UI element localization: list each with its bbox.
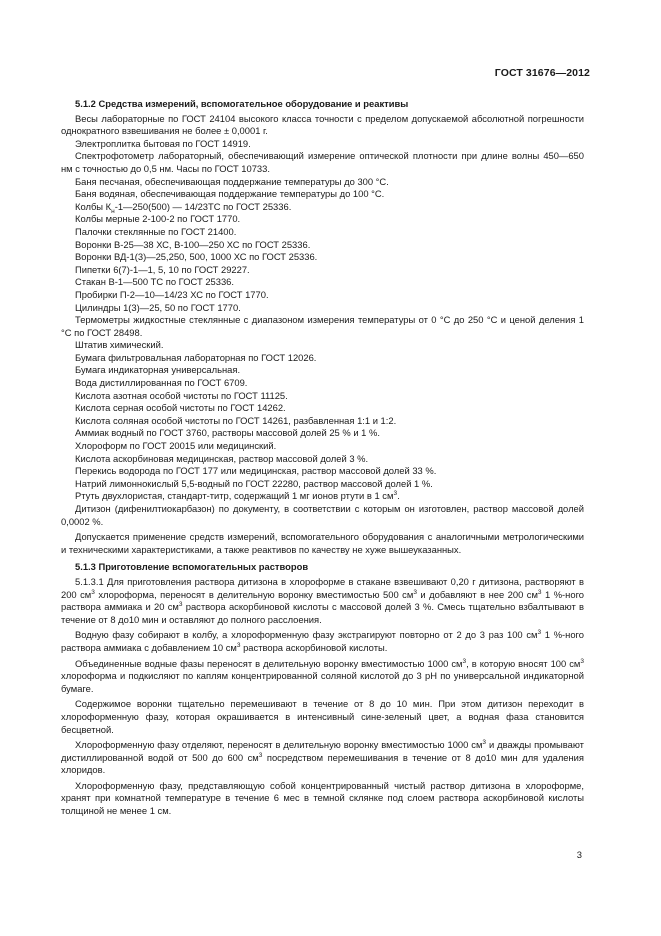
- p1-part-a: 5.1.3.1 Для приготовления раствора дитизона в хлороформе в стакане взвешивают 0,20 г дитизона, растворяют в 200 см: [61, 575, 584, 600]
- cm3-superscript: 3: [236, 641, 241, 649]
- page-content: [61, 98, 584, 818]
- mercury-superscript: 3: [393, 490, 398, 498]
- p1-part-b: хлороформа, переносят в делительную воронку вместимостью 500 см: [94, 588, 414, 600]
- cm3-superscript: 3: [258, 751, 263, 759]
- item-hotplate: Электроплитка бытовая по ГОСТ 14919.: [75, 137, 251, 149]
- item-test-tubes: Пробирки П-2—10—14/23 ХС по ГОСТ 1770.: [75, 288, 269, 300]
- item-dithizone: Дитизон (дифенилтиокарбазон) по документу, в соответствии с которым он изготовлен, раствор массовой долей 0,0002 %.: [61, 503, 584, 527]
- flasks-text: Колбы К: [75, 200, 112, 212]
- cm3-superscript: 3: [537, 629, 542, 637]
- p1-part-c: и добавляют в нее 200 см: [416, 588, 538, 600]
- p3-part-c: хлороформа и подкисляют по каплям концентрированной соляной кислотой до 3 рН по универсальной индикаторной бумаге.: [61, 670, 584, 694]
- mercury-end: .: [397, 490, 400, 502]
- item-ammonia: Аммиак водный по ГОСТ 3760, растворы массовой долей 25 % и 1 %.: [75, 427, 380, 439]
- item-distilled-water: Вода дистиллированная по ГОСТ 6709.: [75, 377, 248, 389]
- cm3-superscript: 3: [462, 657, 467, 665]
- mercury-text: Ртуть двухлористая, стандарт-титр, содержащий 1 мг ионов ртути в 1 см: [75, 490, 394, 502]
- cm3-superscript: 3: [580, 657, 584, 665]
- item-mercury-chloride: [61, 490, 584, 503]
- flasks-rest: -1—250(500) — 14/23ТС по ГОСТ 25336.: [114, 200, 292, 212]
- cm3-superscript: 3: [91, 588, 95, 596]
- paragraph-mixing: Содержимое воронки тщательно перемешивают в течение от 8 до 10 мин. При этом дитизон переходит в хлороформенную фазу, которая окрашивается в интенсивный сине-зеленый цвет, а водная фаза становится бесцветной.: [61, 698, 584, 735]
- item-beaker: Стакан В-1—500 ТС по ГОСТ 25336.: [75, 276, 234, 288]
- item-thermometers: Термометры жидкостные стеклянные с диапазоном измерения температуры от 0 °С до 250 °С и ценой деления 1 °С по ГОСТ 28498.: [61, 314, 584, 338]
- item-ascorbic-acid: Кислота аскорбиновая медицинская, раствор массовой долей 3 %.: [75, 452, 369, 464]
- item-stand: Штатив химический.: [75, 339, 164, 351]
- cm3-superscript: 3: [482, 738, 487, 746]
- section-title-513: 5.1.3 Приготовление вспомогательных растворов: [75, 561, 309, 573]
- cm3-superscript: 3: [537, 588, 542, 596]
- p3-part-b: , в которую вносят 100 см: [466, 657, 581, 669]
- p5-part-a: Хлороформенную фазу отделяют, переносят в делительную воронку вместимостью 1000 см: [75, 739, 483, 751]
- item-pipettes: Пипетки 6(7)-1—1, 5, 10 по ГОСТ 29227.: [75, 263, 250, 275]
- paragraph-aqueous-phase: [61, 629, 584, 654]
- standard-header: ГОСТ 31676—2012: [494, 67, 590, 79]
- paragraph-5131: [61, 576, 584, 626]
- paragraph-separation: [61, 739, 584, 777]
- item-indicator-paper: Бумага индикаторная универсальная.: [75, 364, 241, 376]
- p2-part-b: 1 %-ного раствора аммиака с добавлением 10 см: [61, 629, 584, 653]
- item-scales: Весы лабораторные по ГОСТ 24104 высокого класса точности с пределом допускаемой абсолютной погрешности однократного взвешивания не более ± 0,0001 г.: [61, 112, 584, 137]
- item-sulfuric-acid: Кислота серная особой чистоты по ГОСТ 14262.: [75, 402, 286, 414]
- section-title-512: 5.1.2 Средства измерений, вспомогательное оборудование и реактивы: [75, 98, 409, 109]
- item-sodium-citrate: Натрий лимоннокислый 5,5-водный по ГОСТ 22280, раствор массовой долей 1 %.: [75, 477, 433, 489]
- paragraph-combined-phases: [61, 658, 584, 696]
- item-filter-paper: Бумага фильтровальная лабораторная по ГОСТ 12026.: [75, 351, 317, 363]
- item-water-bath: Баня водяная, обеспечивающая поддержание температуры до 100 °С.: [75, 188, 385, 200]
- p5-part-b: и дважды промывают дистиллированной водой от 500 до 600 см: [61, 739, 584, 763]
- item-hydrogen-peroxide: Перекись водорода по ГОСТ 177 или медицинская, раствор массовой долей 33 %.: [75, 465, 437, 477]
- item-volumetric-flasks: Колбы мерные 2-100-2 по ГОСТ 1770.: [75, 213, 241, 225]
- item-spectrophotometer: Спектрофотометр лабораторный, обеспечивающий измерение оптической плотности при длине волны 450—650 нм с точностью до 0,5 нм. Часы по ГОСТ 10733.: [61, 150, 584, 174]
- item-chloroform: Хлороформ по ГОСТ 20015 или медицинский.: [75, 440, 277, 452]
- cm3-superscript: 3: [413, 588, 417, 596]
- item-sand-bath: Баня песчаная, обеспечивающая поддержание температуры до 300 °С.: [75, 175, 389, 187]
- item-funnels: Воронки В-25—38 ХС, В-100—250 ХС по ГОСТ 25336.: [75, 238, 311, 250]
- cm3-superscript: 3: [178, 601, 183, 609]
- page-number: 3: [576, 849, 582, 860]
- flasks-subscript: н: [111, 207, 115, 215]
- p1-part-e: раствора аскорбиновой кислоты с массовой долей 3 %. Смесь тщательно взбалтывают в течение от 8 до10 мин и оставляют до полного расслоения.: [61, 601, 584, 625]
- p2-part-a: Водную фазу собирают в колбу, а хлороформенную фазу экстрагируют повторно от 2 до 3 раз 100 см: [75, 629, 538, 641]
- equivalents-note: Допускается применение средств измерений, вспомогательного оборудования с аналогичными метрологическими и техническими характеристиками, а также реактивов по качеству не хуже вышеуказанных.: [61, 531, 584, 555]
- item-cylinders: Цилиндры 1(3)—25, 50 по ГОСТ 1770.: [75, 301, 241, 313]
- p1-part-d: 1 %-ного раствора аммиака и 20 см: [61, 588, 585, 613]
- p5-part-c: посредством перемешивания в течение от 8 до10 мин для удаления хлоридов.: [61, 751, 584, 776]
- item-hydrochloric-acid: Кислота соляная особой чистоты по ГОСТ 14261, разбавленная 1:1 и 1:2.: [75, 414, 397, 426]
- item-glass-rods: Палочки стеклянные по ГОСТ 21400.: [75, 225, 237, 237]
- item-flasks: [61, 201, 584, 214]
- paragraph-storage: Хлороформенную фазу, представляющую собой концентрированный чистый раствор дитизона в хлороформе, хранят при комнатной температуре в течение 6 мес в темной склянке под слоем раствора аскорбиновой кислоты толщиной не менее 1 см.: [61, 779, 584, 817]
- p2-part-c: раствора аскорбиновой кислоты.: [240, 641, 388, 653]
- item-separatory-funnels: Воронки ВД-1(3)—25,250, 500, 1000 ХС по ГОСТ 25336.: [75, 251, 318, 263]
- item-nitric-acid: Кислота азотная особой чистоты по ГОСТ 11125.: [75, 389, 288, 401]
- p3-part-a: Объединенные водные фазы переносят в делительную воронку вместимостью 1000 см: [75, 657, 463, 669]
